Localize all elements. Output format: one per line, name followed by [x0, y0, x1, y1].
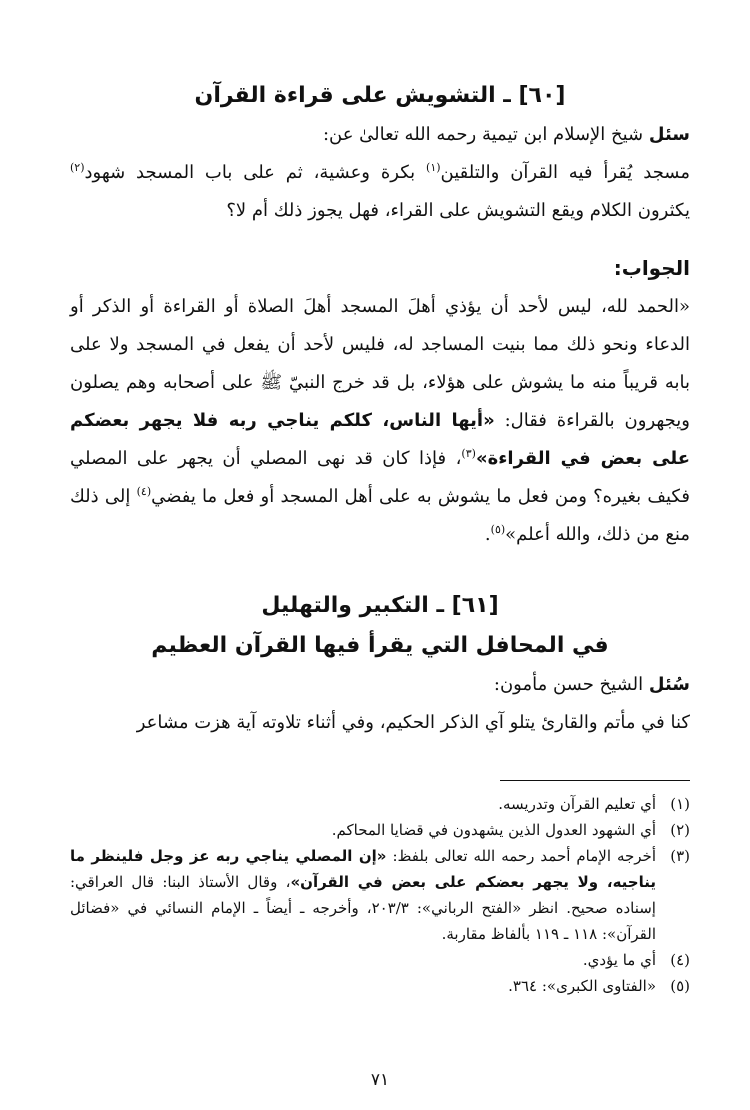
answer-part-3: إلى ذلك منع من ذلك، والله أعلم»: [70, 486, 690, 545]
footnote-3-pre: أخرجه الإمام أحمد رحمه الله تعالى بلفظ:: [386, 847, 656, 865]
book-page: [70, 60, 690, 1090]
footnote-text: أي تعليم القرآن وتدريسه.: [498, 795, 656, 813]
asked-word: سئل: [648, 124, 690, 145]
footnote-number: (٣): [670, 847, 690, 865]
question-text: [70, 154, 690, 230]
footnote-ref-1[interactable]: (١): [426, 161, 441, 174]
footnote-number: (٥): [670, 977, 690, 995]
section-61-title-line2: في المحافل التي يقرأ فيها القرآن العظيم: [151, 633, 609, 658]
footnote-ref-4[interactable]: (٤): [136, 485, 152, 498]
footnote-text: أي الشهود العدول الذين يشهدون في قضايا المحاكم.: [331, 821, 656, 839]
question-intro: [70, 118, 690, 152]
answer-text: [70, 288, 690, 554]
section-61-intro-text: الشيخ حسن مأمون:: [493, 674, 649, 695]
footnote-5: [70, 973, 690, 999]
footnote-ref-5[interactable]: (٥): [490, 523, 506, 536]
footnote-number: (١): [670, 795, 690, 813]
question-part-1: مسجد يُقرأ فيه القرآن والتلقين: [440, 162, 691, 183]
section-61-question: كنا في مأتم والقارئ يتلو آي الذكر الحكيم، وفي أثناء تلاوته آية هزت مشاعر: [136, 712, 690, 733]
footnote-4: [70, 947, 690, 973]
footnote-3-post: ، وقال الأستاذ البنا: قال العراقي: إسناده صحيح. انظر «الفتح الرباني»: ٢٠٣/٣، وأخرجه ـ أيضاً ـ الإمام النسائي في «فضائل القرآن»: ١١٨ ـ ١١٩ بألفاظ مقاربة.: [70, 873, 656, 943]
hadith-quote: «أيها الناس، كلكم يناجي ربه فلا يجهر بعضكم على بعض في القراءة»: [70, 410, 690, 469]
footnote-1: [70, 791, 690, 817]
footnotes: [70, 791, 690, 999]
question-intro-text: شيخ الإسلام ابن تيمية رحمه الله تعالىٰ عن:: [322, 124, 644, 145]
section-61-intro: [70, 668, 690, 702]
answer-part-2: ، فإذا كان قد نهى المصلي أن يجهر على المصلي فكيف بغيره؟ ومن فعل ما يشوش به على أهل المسجد أو فعل ما يفضي: [70, 448, 690, 507]
answer-part-1: «الحمد لله، ليس لأحد أن يؤذي أهلَ المسجد أهلَ الصلاة أو القراءة أو الذكر أو الدعاء ونحو ذلك مما بنيت المساجد له، فليس لأحد أن يفعل في المسجد ولا على بابه قريباً منه ما يشوش على هؤلاء، بل قد خرج النبيّ ﷺ على أصحابه وهم يصلون ويجهرون بالقراءة فقال:: [70, 296, 691, 431]
footnote-text: أي ما يؤدي.: [582, 951, 656, 969]
page-number: ٧١: [370, 1070, 390, 1090]
question-part-3: يكثرون الكلام ويقع التشويش على القراء، فهل يجوز ذلك أم لا؟: [226, 200, 690, 221]
footnote-2: [70, 817, 690, 843]
footnote-ref-3[interactable]: (٣): [461, 447, 476, 460]
answer-heading: الجواب:: [613, 256, 690, 280]
section-61-asked-word: سُئل: [648, 674, 690, 695]
section-61: [70, 588, 690, 664]
footnote-text: «الفتاوى الكبرى»: ٣٦٤.: [508, 977, 656, 995]
section-61-title-line1: [٦١] ـ التكبير والتهليل: [261, 593, 499, 618]
question-part-2: بكرة وعشية، ثم على باب المسجد شهود: [84, 162, 427, 183]
footnote-3-quote: «إن المصلي يناجي ربه عز وجل فلينظر ما يناجيه، ولا يجهر بعضكم على بعض في القرآن»: [70, 847, 656, 891]
footnote-number: (٤): [670, 951, 690, 969]
answer-end: .: [484, 524, 491, 545]
section-60-title: [٦٠] ـ التشويش على قراءة القرآن: [194, 83, 566, 108]
footnote-number: (٢): [670, 821, 690, 839]
footnote-ref-2[interactable]: (٢): [70, 161, 85, 174]
footnote-3: [70, 843, 690, 947]
footnote-divider: [500, 780, 690, 781]
footnote-text: [70, 843, 656, 947]
